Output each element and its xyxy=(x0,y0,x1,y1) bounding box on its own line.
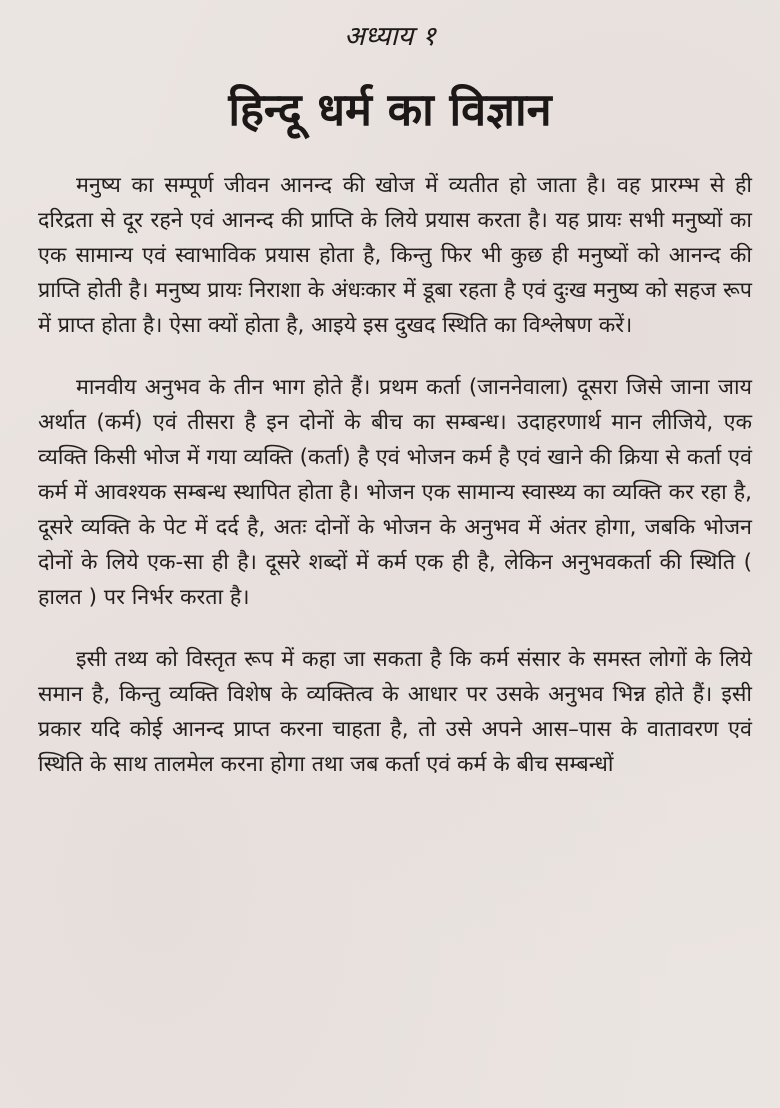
chapter-body xyxy=(38,168,752,809)
paragraph-3: इसी तथ्य को विस्तृत रूप में कहा जा सकता है कि कर्म संसार के समस्त लोगों के लिये समान है, किन्तु व्यक्ति विशेष के व्यक्तित्व के आधार पर उसके अनुभव भिन्न होते हैं। इसी प्रकार यदि कोई आनन्द प्राप्त करना चाहता है, तो उसे अपने आस–पास के वातावरण एवं स्थिति के साथ तालमेल करना होगा तथा जब कर्ता एवं कर्म के बीच सम्बन्धों xyxy=(38,647,752,777)
paragraph-1: मनुष्य का सम्पूर्ण जीवन आनन्द की खोज में व्यतीत हो जाता है। वह प्रारम्भ से ही दरिद्रता से दूर रहने एवं आनन्द की प्राप्ति के लिये प्रयास करता है। यह प्रायः सभी मनुष्यों का एक सामान्य एवं स्वाभाविक प्रयास होता है, किन्तु फिर भी कुछ ही मनुष्यों को आनन्द की प्राप्ति होती है। मनुष्य प्रायः निराशा के अंधःकार में डूबा रहता है एवं दुःख मनुष्य को सहज रूप में प्राप्त होता है। ऐसा क्यों होता है, आइये इस दुखद स्थिति का विश्लेषण करें। xyxy=(38,173,752,338)
paragraph-2: मानवीय अनुभव के तीन भाग होते हैं। प्रथम कर्ता (जाननेवाला) दूसरा जिसे जाना जाय अर्थात (कर्म) एवं तीसरा है इन दोनों के बीच का सम्बन्ध। उदाहरणार्थ मान लीजिये, एक व्यक्ति किसी भोज में गया व्यक्ति (कर्ता) है एवं भोजन कर्म है एवं खाने की क्रिया से कर्ता एवं कर्म में आवश्यक सम्बन्ध स्थापित होता है। भोजन एक सामान्य स्वास्थ्य का व्यक्ति कर रहा है, दूसरे व्यक्ति के पेट में दर्द है, अतः दोनों के भोजन के अनुभव में अंतर होगा, जबकि भोजन दोनों के लिये एक-सा ही है। दूसरे शब्दों में कर्म एक ही है, लेकिन अनुभवकर्ता की स्थिति ( हालत ) पर निर्भर करता है। xyxy=(38,375,752,610)
chapter-number: अध्याय १ xyxy=(344,21,436,52)
chapter-title: हिन्दू धर्म का विज्ञान xyxy=(228,83,552,136)
